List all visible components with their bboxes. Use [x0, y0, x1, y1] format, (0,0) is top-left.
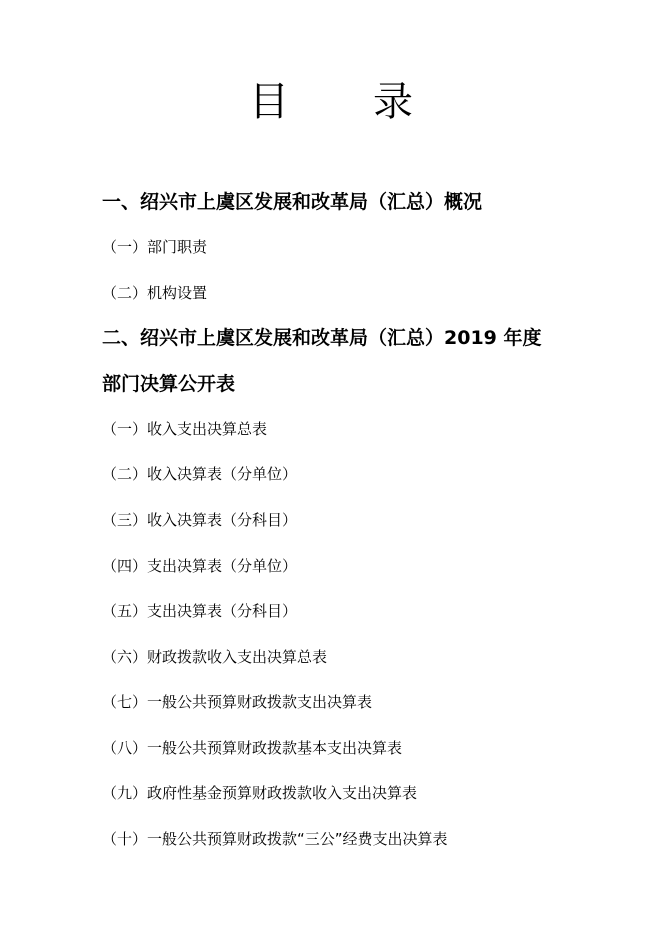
page-title — [0, 78, 662, 126]
toc-item: （十）一般公共预算财政拨款“三公”经费支出决算表 — [102, 830, 448, 848]
toc-item: （一）收入支出决算总表 — [102, 420, 268, 438]
toc-item: （七）一般公共预算财政拨款支出决算表 — [102, 693, 373, 711]
toc-item: （四）支出决算表（分单位） — [102, 557, 298, 575]
toc-item: （三）收入决算表（分科目） — [102, 511, 298, 529]
toc-item: （五）支出决算表（分科目） — [102, 602, 298, 620]
section-1-heading: 一、绍兴市上虞区发展和改革局（汇总）概况 — [102, 191, 483, 213]
toc-item: （八）一般公共预算财政拨款基本支出决算表 — [102, 739, 403, 757]
section-2-heading-line-2: 部门决算公开表 — [102, 373, 236, 395]
toc-item: （九）政府性基金预算财政拨款收入支出决算表 — [102, 784, 418, 802]
toc-item: （六）财政拨款收入支出决算总表 — [102, 648, 328, 666]
toc-item: （一）部门职责 — [102, 238, 208, 256]
section-2-heading-line-1: 二、绍兴市上虞区发展和改革局（汇总）2019 年度 — [102, 327, 542, 349]
title-char-1: 目 — [249, 79, 289, 125]
title-char-2: 录 — [373, 79, 413, 125]
toc-item: （二）收入决算表（分单位） — [102, 465, 298, 483]
toc-item: （二）机构设置 — [102, 284, 208, 302]
